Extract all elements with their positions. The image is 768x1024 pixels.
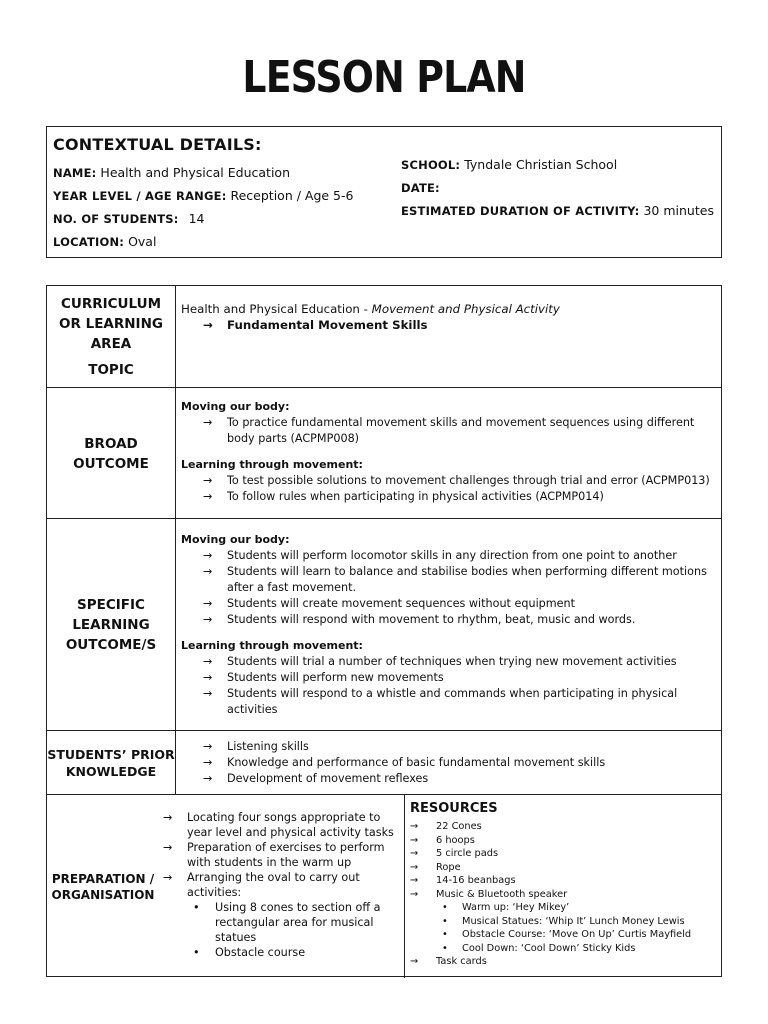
song-text: Cool Down: ‘Cool Down’ Sticky Kids [462, 942, 636, 954]
list-item [181, 654, 715, 670]
list-item-continuation: with students in the warm up [187, 856, 352, 869]
curriculum-area [181, 301, 715, 317]
topic-label: TOPIC [88, 361, 134, 378]
prep-label-line: ORGANISATION [51, 887, 155, 902]
resource-item [410, 861, 716, 875]
list-item [181, 596, 715, 612]
list-item [181, 489, 715, 505]
resource-text: 22 Cones [436, 821, 482, 832]
arrow-icon: → [163, 841, 173, 854]
list-item-text: Preparation of exercises to perform [187, 841, 385, 854]
list-item-continuation: body parts (ACPMP008) [227, 432, 360, 445]
arrow-icon: → [410, 848, 419, 859]
prior-knowledge-content [181, 739, 715, 787]
bullet-icon: • [442, 942, 448, 954]
resource-item [410, 955, 716, 969]
preparation-row [47, 794, 721, 978]
curriculum-row [47, 286, 721, 387]
arrow-icon: → [163, 871, 173, 884]
list-item [163, 870, 399, 885]
song-text: Obstacle Course: ‘Move On Up’ Curtis Mayfield [462, 929, 692, 940]
list-item-text: Listening skills [227, 740, 309, 753]
bullet-icon: • [442, 902, 448, 913]
school-value: Tyndale Christian School [464, 157, 618, 172]
list-item [181, 473, 715, 489]
bullet-item [163, 945, 399, 960]
resource-text: 14-16 beanbags [436, 875, 516, 886]
contextual-details-box [46, 126, 722, 258]
name-value: Health and Physical Education [100, 165, 290, 180]
list-item-text: Development of movement reflexes [227, 772, 429, 785]
list-item-text: Students will respond with movement to rhythm, beat, music and words. [227, 613, 636, 626]
list-item [181, 548, 715, 564]
name-label: NAME: [53, 166, 97, 180]
bullet-continuation: rectangular area for musical [215, 916, 374, 929]
list-item [181, 739, 715, 755]
duration-value: 30 minutes [643, 203, 714, 218]
arrow-icon: → [410, 834, 419, 846]
area-text: Health and Physical Education - [181, 302, 372, 316]
bullet-icon: • [442, 929, 448, 940]
location-row [53, 234, 156, 249]
resource-item [410, 820, 716, 834]
song-item [410, 915, 716, 929]
song-text: Warm up: ‘Hey Mikey’ [462, 902, 570, 913]
curriculum-label [47, 286, 176, 387]
students-row [53, 211, 204, 226]
subheading: Learning through movement: [181, 458, 363, 471]
list-item [163, 810, 399, 825]
arrow-icon: → [203, 772, 213, 785]
lesson-table [46, 285, 722, 977]
arrow-icon: → [410, 875, 419, 886]
list-item-text: Arranging the oval to carry out [187, 871, 360, 884]
list-item [181, 415, 715, 431]
specific-label-line: SPECIFIC [77, 597, 145, 613]
resource-item [410, 874, 716, 888]
song-item [410, 901, 716, 915]
arrow-icon: → [203, 416, 213, 429]
resources-heading: RESOURCES [410, 801, 498, 816]
date-label: DATE: [401, 181, 440, 195]
arrow-icon: → [203, 655, 213, 668]
bullet-text: Using 8 cones to section off a [215, 901, 381, 914]
topic-text: Fundamental Movement Skills [227, 318, 428, 332]
topic-item [181, 317, 715, 333]
name-row [53, 165, 290, 180]
curriculum-label-line: OR LEARNING [59, 315, 163, 332]
arrow-icon: → [203, 318, 213, 332]
prior-knowledge-row [47, 730, 721, 795]
bullet-icon: • [193, 901, 200, 914]
list-item-text: Students will learn to balance and stabilise bodies when performing different motions [227, 565, 707, 578]
area-italic: Movement and Physical Activity [371, 302, 560, 316]
duration-label: ESTIMATED DURATION OF ACTIVITY: [401, 204, 640, 218]
specific-outcome-content [181, 532, 715, 718]
resource-text: Task cards [436, 956, 487, 967]
specific-outcome-label [47, 519, 176, 731]
arrow-icon: → [203, 671, 213, 684]
curriculum-label-line: CURRICULUM [60, 295, 162, 312]
list-item-text: Students will respond to a whistle and commands when participating in physical [227, 687, 678, 700]
arrow-icon: → [203, 490, 213, 503]
list-item-text: Students will trial a number of techniques when trying new movement activities [227, 655, 677, 668]
subheading: Moving our body: [181, 533, 290, 546]
resource-item [410, 847, 716, 861]
resource-text: 6 hoops [436, 834, 475, 846]
broad-label-line: BROAD [84, 435, 138, 452]
list-item-continuation: activities [227, 703, 278, 716]
resource-text: Music & Bluetooth speaker [436, 888, 568, 900]
year-label: YEAR LEVEL / AGE RANGE: [53, 189, 227, 203]
arrow-icon: → [163, 811, 173, 824]
arrow-icon: → [203, 740, 213, 753]
students-value: 14 [188, 211, 205, 226]
prior-knowledge-label [47, 731, 176, 795]
location-value: Oval [128, 234, 157, 249]
list-item [181, 612, 715, 628]
preparation-content [163, 810, 399, 960]
bullet-icon: • [193, 946, 200, 959]
list-item [163, 840, 399, 855]
bullet-text: Obstacle course [215, 946, 306, 959]
list-item-text: Students will perform new movements [227, 671, 444, 684]
arrow-icon: → [203, 756, 213, 769]
arrow-icon: → [410, 861, 419, 873]
date-row [401, 180, 440, 195]
list-item [181, 564, 715, 580]
arrow-icon: → [410, 956, 419, 967]
duration-row [401, 203, 714, 218]
arrow-icon: → [203, 549, 213, 562]
subheading: Moving our body: [181, 400, 290, 413]
list-item-text: Knowledge and performance of basic fundamental movement skills [227, 756, 606, 769]
arrow-icon: → [203, 597, 213, 610]
resources-content [410, 800, 716, 969]
prior-label-line: KNOWLEDGE [65, 764, 157, 779]
arrow-icon: → [203, 613, 213, 626]
broad-label-line: OUTCOME [73, 455, 149, 472]
arrow-icon: → [203, 474, 213, 487]
song-text: Musical Statues: ‘Whip It’ Lunch Money Lewis [462, 915, 685, 927]
arrow-icon: → [410, 821, 419, 832]
song-item [410, 928, 716, 942]
prior-label-line: STUDENTS’ PRIOR [47, 747, 175, 762]
list-item-text: To test possible solutions to movement challenges through trial and error (ACPMP013) [227, 474, 710, 487]
school-row [401, 157, 617, 172]
list-item-continuation: year level and physical activity tasks [187, 826, 394, 839]
broad-outcome-content [181, 399, 715, 505]
preparation-label [47, 795, 159, 978]
song-item [410, 942, 716, 956]
year-value: Reception / Age 5-6 [230, 188, 354, 203]
specific-label-line: LEARNING [72, 617, 150, 633]
page-title: LESSON PLAN [242, 52, 526, 103]
column-divider [404, 795, 405, 978]
list-item [181, 771, 715, 787]
list-item-text: Students will create movement sequences without equipment [227, 597, 576, 610]
location-label: LOCATION: [53, 235, 125, 249]
resource-text: 5 circle pads [436, 848, 499, 859]
curriculum-label-line: AREA [90, 335, 132, 352]
resource-item [410, 888, 716, 902]
bullet-continuation: statues [215, 931, 257, 944]
arrow-icon: → [203, 687, 213, 700]
resource-text: Rope [436, 861, 461, 873]
list-item-text: To practice fundamental movement skills and movement sequences using different [227, 416, 695, 429]
curriculum-content [181, 301, 715, 333]
list-item-text: Students will perform locomotor skills in any direction from one point to another [227, 549, 677, 562]
specific-label-line: OUTCOME/S [65, 637, 157, 653]
prep-label-line: PREPARATION / [51, 871, 155, 886]
list-item [181, 670, 715, 686]
broad-outcome-row [47, 387, 721, 519]
list-item-text: Locating four songs appropriate to [187, 811, 381, 824]
list-item-continuation: after a fast movement. [227, 581, 357, 594]
list-item [181, 755, 715, 771]
list-item-text: To follow rules when participating in physical activities (ACPMP014) [227, 490, 604, 503]
broad-outcome-label [47, 388, 176, 519]
bullet-item [163, 900, 399, 915]
arrow-icon: → [410, 888, 419, 900]
year-row [53, 188, 353, 203]
school-label: SCHOOL: [401, 158, 461, 172]
list-item-continuation: activities: [187, 886, 242, 899]
bullet-icon: • [442, 915, 448, 927]
subheading: Learning through movement: [181, 639, 363, 652]
list-item [181, 686, 715, 702]
specific-outcome-row [47, 518, 721, 731]
arrow-icon: → [203, 565, 213, 578]
students-label: NO. OF STUDENTS: [53, 212, 179, 226]
contextual-heading: CONTEXTUAL DETAILS: [53, 135, 262, 154]
resource-item [410, 834, 716, 848]
